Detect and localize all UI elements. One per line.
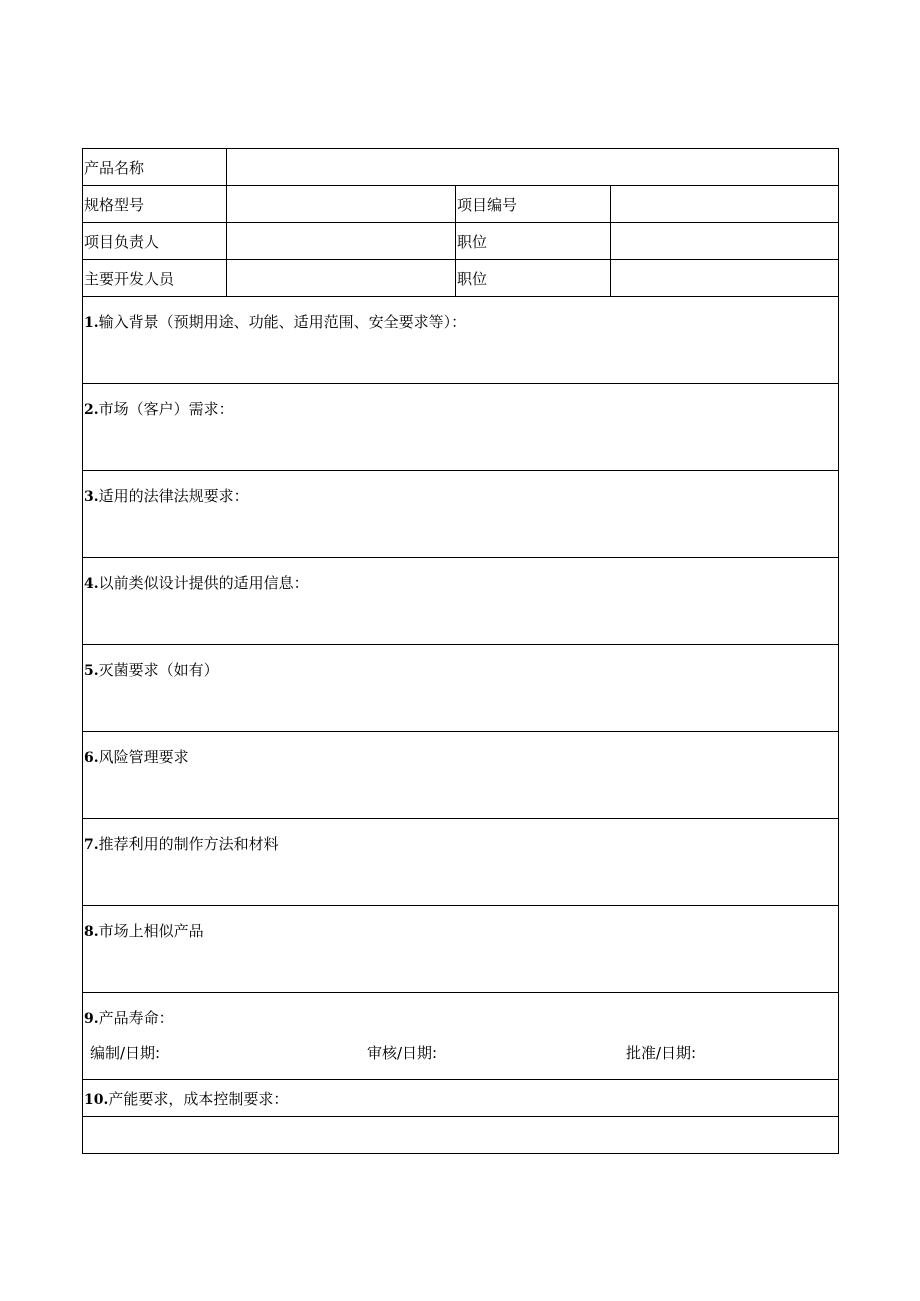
section-8[interactable] xyxy=(83,906,839,993)
section-number: 5. xyxy=(84,663,99,679)
section-number: 10. xyxy=(84,1091,109,1108)
field-main-developers[interactable] xyxy=(227,260,456,297)
section-title: 市场（客户）需求： xyxy=(98,400,234,418)
section-10-answer-row xyxy=(83,1117,839,1154)
field-project-lead[interactable] xyxy=(227,223,456,260)
section-4[interactable] xyxy=(83,558,839,645)
section-10-answer[interactable] xyxy=(83,1117,839,1154)
section-title: 市场上相似产品 xyxy=(98,922,204,940)
section-number: 1. xyxy=(84,315,99,331)
section-10[interactable] xyxy=(83,1080,839,1117)
field-position-1[interactable] xyxy=(611,223,839,260)
section-title: 适用的法律法规要求： xyxy=(98,487,249,505)
label-project-lead: 项目负责人 xyxy=(83,223,227,260)
section-7[interactable] xyxy=(83,819,839,906)
section-title: 以前类似设计提供的适用信息： xyxy=(98,574,309,592)
reviewed-by-date: 审核/日期: xyxy=(367,1044,438,1062)
row-main-developers xyxy=(83,260,839,297)
section-title: 产能要求，成本控制要求： xyxy=(108,1089,289,1108)
section-title: 输入背景（预期用途、功能、适用范围、安全要求等）： xyxy=(98,313,467,331)
section-row xyxy=(83,819,839,906)
section-9[interactable] xyxy=(83,993,839,1080)
section-title: 产品寿命： xyxy=(98,1009,174,1027)
section-number: 8. xyxy=(84,924,99,940)
label-position-2: 职位 xyxy=(456,260,611,297)
row-project-lead xyxy=(83,223,839,260)
row-product-name xyxy=(83,149,839,186)
section-row xyxy=(83,993,839,1080)
section-number: 2. xyxy=(84,402,99,418)
section-row xyxy=(83,558,839,645)
section-row xyxy=(83,1080,839,1117)
section-number: 3. xyxy=(84,489,99,505)
design-input-form xyxy=(82,148,839,1154)
section-title: 风险管理要求 xyxy=(98,748,189,766)
section-title: 灭菌要求（如有） xyxy=(98,661,219,679)
section-row xyxy=(83,906,839,993)
field-project-no[interactable] xyxy=(611,186,839,223)
field-spec-model[interactable] xyxy=(227,186,456,223)
section-number: 6. xyxy=(84,750,99,766)
section-row xyxy=(83,732,839,819)
row-spec-model xyxy=(83,186,839,223)
section-number: 7. xyxy=(84,837,99,853)
section-number: 9. xyxy=(84,1011,99,1027)
section-1[interactable] xyxy=(83,297,839,384)
label-product-name: 产品名称 xyxy=(83,149,227,186)
label-main-developers: 主要开发人员 xyxy=(83,260,227,297)
section-3[interactable] xyxy=(83,471,839,558)
field-position-2[interactable] xyxy=(611,260,839,297)
section-row xyxy=(83,384,839,471)
section-2[interactable] xyxy=(83,384,839,471)
approved-by-date: 批准/日期: xyxy=(626,1044,697,1062)
section-row xyxy=(83,297,839,384)
label-spec-model: 规格型号 xyxy=(83,186,227,223)
section-6[interactable] xyxy=(83,732,839,819)
section-title: 推荐利用的制作方法和材料 xyxy=(98,835,279,853)
prepared-by-date: 编制/日期: xyxy=(90,1044,161,1062)
section-row xyxy=(83,645,839,732)
label-project-no: 项目编号 xyxy=(456,186,611,223)
label-position-1: 职位 xyxy=(456,223,611,260)
section-number: 4. xyxy=(84,576,99,592)
field-product-name[interactable] xyxy=(227,149,839,186)
section-row xyxy=(83,471,839,558)
section-5[interactable] xyxy=(83,645,839,732)
